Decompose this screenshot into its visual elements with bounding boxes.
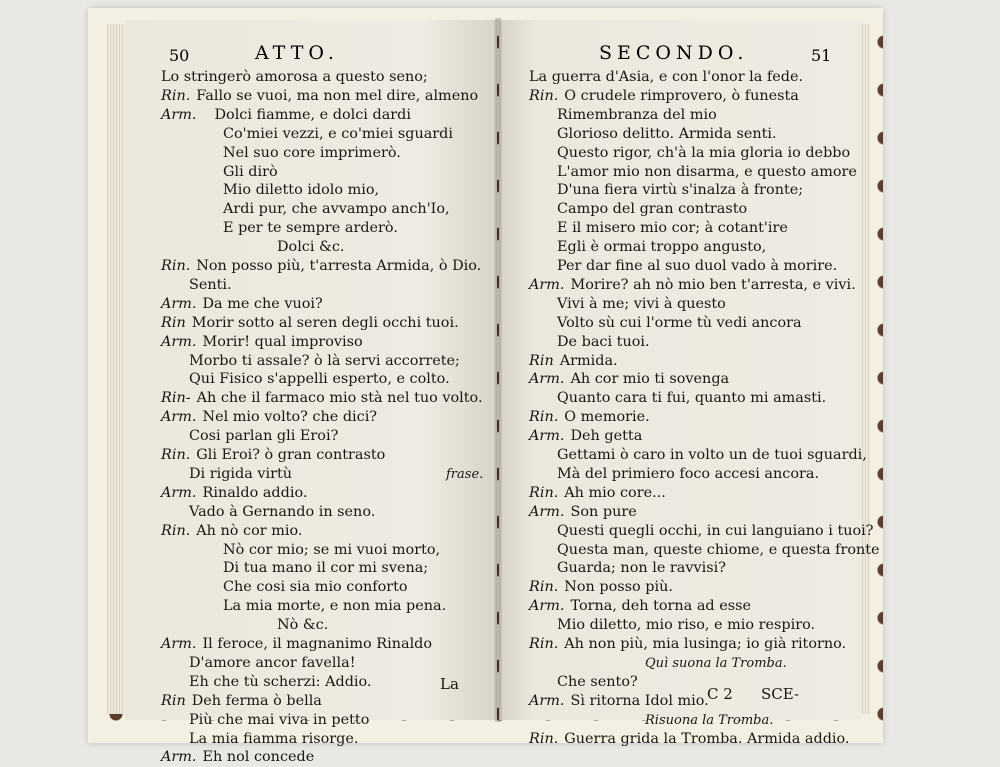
text-line [529,125,777,144]
speaker-label: Arm. [529,276,565,293]
text-line [161,219,398,238]
speaker-label: Rin [529,352,554,369]
running-head-left: ATTO. [255,42,339,64]
verse-text: Non posso più, t'arresta Armida, ò Dio. [196,258,482,274]
right-page [499,20,880,747]
text-line [529,635,846,654]
text-line [529,68,803,87]
text-line [161,446,385,465]
text-line [529,295,726,314]
text-line [529,427,642,446]
text-line [161,238,344,257]
text-line [161,87,478,106]
verse-text: Per dar fine al suo duol vado à morire. [557,258,838,274]
verse-text: Ah non più, mia lusinga; io già ritorno. [564,636,847,652]
verse-text: De baci tuoi. [557,333,650,350]
text-line [529,597,751,616]
text-line [161,295,323,314]
text-line [529,181,803,200]
verse-text: Glorioso delitto. Armida senti. [557,125,777,142]
text-line [529,370,729,389]
speaker-label: Arm. [529,371,565,388]
speaker-label: Rin. [529,730,559,747]
verse-text: Torna, deh torna ad esse [570,598,752,615]
text-line [529,163,857,182]
text-line [161,465,484,484]
text-line [161,389,483,408]
verse-text: Nel suo core imprimerò. [223,144,401,161]
text-line [529,541,880,560]
speaker-label: Rin. [161,522,191,539]
text-line [161,654,356,673]
text-line [161,692,322,711]
verse-text: Che sento? [557,673,638,690]
text-line [529,238,766,257]
verse-text: Volto sù cui l'orme tù vedi ancora [557,314,802,331]
verse-text: Non posso più. [564,579,673,596]
book-gutter [494,18,502,722]
verse-text: La mia morte, e non mia pena. [223,598,447,615]
verse-text: Fallo se vuoi, ma non mel dire, almeno [196,87,479,104]
verse-text: Morbo ti assale? ò là servi accorrete; [189,352,460,369]
page-number-left: 50 [169,46,190,65]
speaker-label: Rin. [529,636,559,652]
speaker-label: Rin. [529,484,559,501]
verse-text: Deh ferma ò bella [191,692,322,709]
verse-text: D'amore ancor favella! [189,654,356,671]
speaker-label: Arm. [161,409,197,426]
speaker-label: Rin. [161,258,191,274]
text-line [529,219,788,238]
verse-text: Morir sotto al seren degli occhi tuoi. [191,314,459,331]
text-line [161,370,450,389]
speaker-label: Rin [161,692,186,709]
verse-text: Campo del gran contrasto [557,201,748,218]
verse-text: Nò cor mio; se mi vuoi morto, [223,541,441,558]
verse-text: Nel mio volto? che dici? [202,409,378,426]
text-line [161,106,411,125]
verse-text: Ah nò cor mio. [196,522,303,539]
text-line [161,484,307,503]
verse-text: Dolci fiamme, e dolci dardi [214,106,411,123]
verse-text: Egli è ormai troppo angusto, [557,239,767,256]
left-text-block [125,20,497,766]
verse-text: Di rigida virtù [189,465,293,482]
verse-text: Guarda; non le ravvisi? [557,560,726,577]
verse-text: Co'miei vezzi, e co'miei sguardi [223,125,453,142]
text-line [161,616,328,635]
text-line [161,68,428,87]
speaker-label: Rin [161,314,186,331]
verse-text: Nò &c. [277,617,329,634]
text-line [161,352,460,371]
verse-text: E per te sempre arderò. [223,220,398,237]
text-line [161,522,302,541]
speaker-label: Arm. [161,484,197,501]
text-line [161,541,440,560]
verse-text: La guerra d'Asia, e con l'onor la fede. [529,69,804,85]
verse-text: Ah mio core... [564,484,666,501]
verse-text: Il feroce, il magnanimo Rinaldo [202,636,433,652]
catchword-left: La [440,675,459,693]
text-line [161,427,338,446]
verse-text: Di tua mano il cor mi svena; [223,560,429,577]
text-line [161,711,369,730]
verse-text: Che cosi sia mio conforto [223,579,408,596]
speaker-label: Arm. [161,636,197,652]
verse-text: Senti. [189,276,232,293]
text-line [529,200,747,219]
verse-text: D'una fiera virtù s'inalza à fronte; [557,182,804,199]
verse-text: Sì ritorna Idol mio. [570,692,709,709]
verse-text: Eh nol concede [202,749,315,766]
text-line [529,503,637,522]
text-line [529,616,815,635]
text-line [161,181,379,200]
text-line [529,389,826,408]
text-line [161,257,481,276]
verse-text: Più che mai viva in petto [189,711,370,728]
verse-text: Mio diletto idolo mio, [223,182,380,199]
verse-text: O memorie. [564,409,650,426]
speaker-label: Arm. [161,295,197,312]
text-line [529,106,717,125]
verse-text: Quanto cara ti fui, quanto mi amasti. [557,390,827,407]
speaker-label: Arm. [529,598,565,615]
text-line [529,144,850,163]
verse-text: Morire? ah nò mio ben t'arresta, e vivi. [570,276,856,293]
text-line [161,597,446,616]
verse-text: Cosi parlan gli Eroi? [189,428,339,445]
verse-text: Rimembranza del mio [557,106,717,123]
speaker-label: Arm. [161,333,197,350]
verse-text: La mia fiamma risorge. [189,730,359,747]
text-line [161,333,363,352]
verse-text: Morir! qual improviso [202,333,363,350]
text-line [161,635,432,654]
verse-text: Mio diletto, mio riso, e mio respiro. [557,617,816,634]
verse-text: Lo stringerò amorosa a questo seno; [161,69,428,85]
speaker-label: Rin. [529,87,559,104]
text-line [529,692,709,711]
verse-text: Questi quegli occhi, in cui languiano i tuoi? [557,522,874,539]
text-line [529,730,850,749]
verse-text: Ardi pur, che avvampo anch'Io, [223,201,450,218]
verse-text: Vivi à me; vivi à questo [557,295,726,312]
speaker-label: Rin. [529,409,559,426]
text-line [529,408,650,427]
text-line [161,200,450,219]
verse-text: Armida. [559,352,618,369]
verse-text: Deh getta [570,428,643,445]
text-line [161,559,428,578]
speaker-label: Rin. [161,447,191,463]
text-line [161,163,278,182]
verse-text: Mà del primiero foco accesi ancora. [557,465,820,482]
catchword-right: SCE- [761,685,800,703]
text-line [161,578,408,597]
text-line [529,276,856,295]
speaker-label: Rin. [161,87,191,104]
running-head-right: SECONDO. [599,42,749,64]
text-line [529,446,867,465]
verse-text: O crudele rimprovero, ò funesta [564,87,799,104]
text-line [529,522,874,541]
stage-direction: Quì suona la Tromba. [645,655,787,671]
verse-text: Questo rigor, ch'à la mia gloria io debbo [557,144,851,161]
stage-direction: Risuona la Tromba. [645,712,774,728]
text-line [529,352,618,371]
verse-text: Ah che il farmaco mio stà nel tuo volto. [196,390,483,407]
signature-mark: C 2 [707,685,733,703]
text-line [161,748,314,767]
text-line [529,257,837,276]
text-line [161,408,377,427]
verse-text: E il misero mio cor; à cotant'ire [557,220,788,237]
page-number-right: 51 [811,46,832,65]
text-line [529,673,638,692]
speaker-label: Arm. [529,692,565,709]
verse-text: Ah cor mio ti sovenga [570,371,730,388]
text-line [161,276,232,295]
text-line [161,503,375,522]
text-line [161,673,372,692]
verse-text: Vado à Gernando in seno. [189,503,376,520]
verse-text: Gettami ò caro in volto un de tuoi sguardi, [557,447,867,463]
verse-text: Son pure [570,503,637,520]
text-line [529,559,726,578]
speaker-label: Arm. [529,428,565,445]
speaker-label: Rin- [161,390,191,407]
text-line [529,484,666,503]
verse-text: Gli dirò [223,163,278,180]
text-line [529,654,787,673]
text-line [529,711,773,730]
text-line [161,144,401,163]
speaker-label: Arm. [529,503,565,520]
speaker-label: Arm. [161,749,197,766]
text-line [529,314,802,333]
verse-text: Dolci &c. [277,239,345,256]
text-line [161,314,459,333]
text-line [529,578,673,597]
verse-text: Rinaldo addio. [202,484,308,501]
verse-text: Qui Fisico s'appelli esperto, e colto. [189,371,450,388]
speaker-label: Arm. [161,106,197,123]
verse-text: Questa man, queste chiome, e questa fronte [557,541,880,558]
speaker-label: Rin. [529,579,559,596]
text-line [161,125,453,144]
text-line [529,333,650,352]
right-text-block [499,20,880,747]
verse-text: Gli Eroi? ò gran contrasto [196,447,386,463]
verse-text: Guerra grida la Tromba. Armida addio. [564,730,850,747]
text-line [161,730,358,749]
marginal-note: frase. [446,466,484,482]
verse-text: Eh che tù scherzi: Addio. [189,673,372,690]
verse-text: L'amor mio non disarma, e questo amore [557,163,857,180]
text-line [529,87,799,106]
page-edges-left [107,24,127,714]
left-page [125,20,497,766]
verse-text: Da me che vuoi? [202,295,323,312]
text-line [529,465,819,484]
